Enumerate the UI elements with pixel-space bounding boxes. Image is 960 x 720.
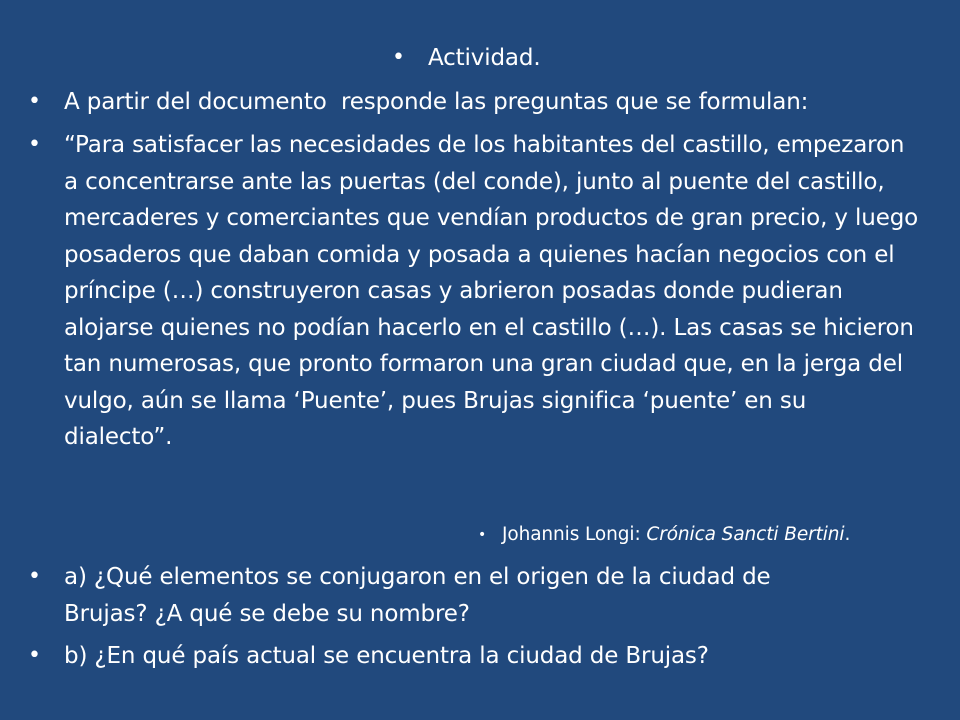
intro-text: A partir del documento responde las preguntas que se formulan:	[64, 89, 809, 115]
heading-text: Actividad.	[428, 45, 541, 71]
question-a-item	[28, 559, 928, 632]
citation-item	[478, 519, 850, 551]
quote-text: “Para satisfacer las necesidades de los habitantes del castillo, empezaron a concentrarse ante las puertas (del conde), junto al puente del castillo, mercaderes y comerciantes que vendían productos de gran precio, y luego posaderos que daban comida y posada a quienes hacían negocios con el príncipe (…) construyeron casas y abrieron posadas donde pudieran alojarse quienes no podían hacerlo en el castillo (…). Las casas se hicieron tan numerosas, que pronto formaron una gran ciudad que, en la jerga del vulgo, aún se llama ‘Puente’, pues Brujas significa ‘puente’ en su dialecto”.	[64, 132, 919, 450]
citation-text	[502, 519, 850, 551]
question-b-text: b) ¿En qué país actual se encuentra la ciudad de Brujas?	[64, 643, 709, 669]
bullet-icon: •	[392, 45, 405, 70]
citation-author: Johannis Longi:	[502, 524, 647, 545]
heading-item	[392, 40, 541, 77]
bullet-icon: •	[478, 527, 487, 543]
intro-item	[28, 84, 928, 121]
quote-item	[28, 127, 928, 456]
citation-work: Crónica Sancti Bertini	[646, 524, 845, 545]
bullet-icon: •	[28, 132, 41, 157]
bullet-icon: •	[28, 643, 41, 668]
citation-end: .	[844, 524, 851, 545]
question-b-item	[28, 638, 928, 675]
bullet-icon: •	[28, 89, 41, 114]
question-a-text: a) ¿Qué elementos se conjugaron en el origen de la ciudad de Brujas? ¿A qué se debe su nombre?	[64, 564, 771, 627]
bullet-icon: •	[28, 564, 41, 589]
